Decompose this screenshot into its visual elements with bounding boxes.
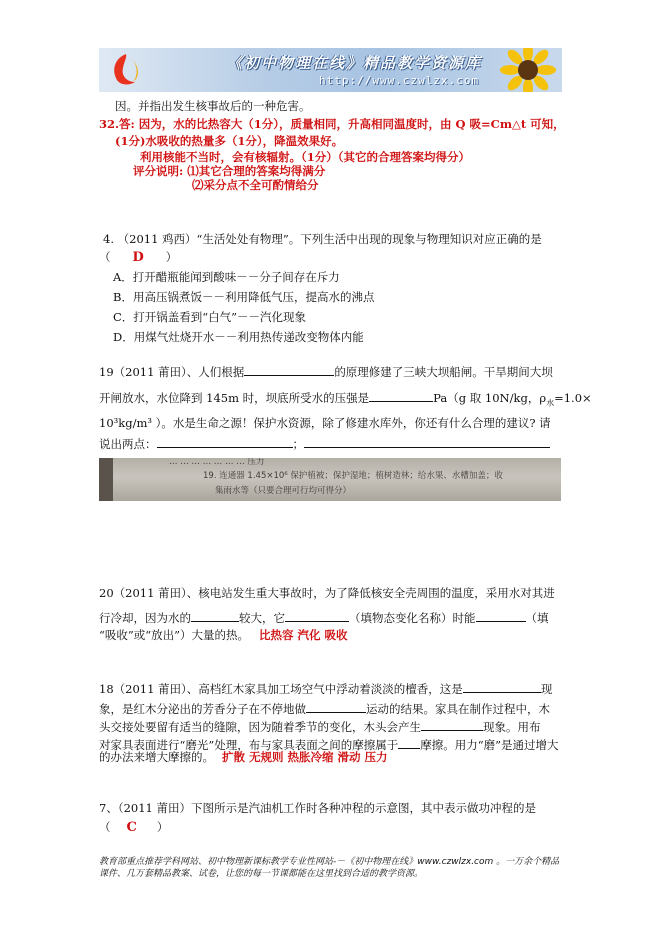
answer-blank: [191, 609, 239, 622]
logo-icon: [109, 52, 143, 88]
q18-line5: [99, 750, 388, 764]
q20-line2: [99, 609, 549, 625]
photo-line2: 集雨水等（只要合理可行均可得分）: [215, 486, 352, 496]
q19-text: 说出两点：: [99, 437, 157, 451]
q4-paren-open: （: [99, 250, 111, 264]
q4-option-b: B．用高压锅煮饭－－利用降低气压，提高水的沸点: [113, 290, 375, 304]
sunflower-icon: [498, 48, 558, 92]
q19-text: =1.0×: [554, 391, 592, 405]
answer-photo: [99, 458, 561, 501]
q18-text: 现: [540, 682, 553, 696]
q19-line3: 10³kg/m³ ）。水是生命之源！保护水资源，除了修建水库外，你还有什么合理的建议? 请: [99, 416, 551, 430]
q18-text: 对家具表面进行“磨光”处理，布与家具表面之间的摩擦属于: [99, 738, 399, 752]
answer-blank: [463, 680, 541, 693]
q7-answer: C: [126, 820, 137, 835]
q19-text: 的原理修建了三峡大坝船闸。干旱期间大坝: [334, 365, 553, 379]
q20-text: （填: [525, 611, 549, 625]
q19-text: 开闸放水，水位降到 145m 时，坝底所受水的压强是: [99, 391, 370, 405]
q4-option-c: C．打开锅盖看到“白气”－－汽化现象: [113, 310, 307, 324]
q18-line2: [99, 700, 550, 716]
header-banner: [99, 48, 562, 92]
q4-stem: 4. （2011 鸡西）“生活处处有物理”。下列生活中出现的现象与物理知识对应正确的是: [103, 232, 542, 246]
q20-answers: 比热容 汽化 吸收: [259, 628, 348, 642]
q4-answer: D: [132, 250, 144, 265]
q4-paren-close: ）: [165, 250, 178, 264]
q18-line1: [99, 680, 552, 696]
q7-paren-open: （: [99, 820, 111, 834]
q7-paren-close: ）: [156, 820, 169, 834]
q32-answer-line2: (1分)水吸收的热量多（1分），降温效果好。: [115, 134, 344, 148]
photo-line1: 19. 连通器 1.45×10⁶ 保护植被；保护湿地；植树造林；给水果、水槽加盖；收: [203, 471, 503, 481]
q20-text: 较大，它: [239, 611, 285, 625]
q18-text: 象，是红木分泌出的芳香分子在不停地做: [99, 702, 306, 716]
q32-answer-line1: 32.答: 因为，水的比热容大（1分），质量相同，升高相同温度时，由 Q 吸=Cm△t 可知，: [99, 117, 565, 131]
q18-answers: 扩散 无规则 热胀冷缩 滑动 压力: [222, 750, 388, 764]
q7-answer-row: [99, 820, 168, 835]
q32-prev-line: 因。并指出发生核事故后的一种危害。: [115, 99, 311, 113]
q18-text: 的办法来增大摩擦的。: [99, 750, 214, 764]
q32-note2: ⑵采分点不全可酌情给分: [192, 178, 319, 192]
q20-text: （填物态变化名称）时能: [349, 611, 476, 625]
answer-blank: [369, 389, 433, 402]
q4-answer-row: [99, 250, 177, 265]
q20-text: “吸收”或“放出”）大量的热。: [99, 628, 250, 642]
answer-blank: [306, 700, 366, 713]
q4-option-a: A．打开醋瓶能闻到酸味－－分子间存在斥力: [113, 270, 340, 284]
q18-text: 现象。用布: [483, 720, 541, 734]
footer-text: 教育部重点推荐学科网站、初中物理新课标教学专业性网站-－《初中物理在线》www.czwlzx.com 。一万余个精品课件、几万套精品教案、试卷，让您的每一节课都能在这里找到合适的教学资源。: [99, 857, 560, 879]
q20-line3: [99, 628, 348, 642]
q20-text: 行冷却，因为水的: [99, 611, 191, 625]
q19-text: Pa（g 取 10N/kg，ρ: [433, 391, 547, 405]
q19-line1: [99, 363, 553, 379]
q18-text: 头交接处要留有适当的缝隙，因为随着季节的变化，木头会产生: [99, 720, 421, 734]
banner-title: 《初中物理在线》精品教学资源库: [227, 54, 483, 72]
q18-text: 运动的结果。家具在制作过程中，木: [366, 702, 550, 716]
q19-text: ；: [292, 437, 304, 451]
q32-answer-line3: 利用核能不当时，会有核辐射。（1分）（其它的合理答案均得分）: [140, 150, 470, 164]
answer-blank: [421, 718, 483, 731]
answer-blank: [157, 435, 293, 448]
q18-text: 18（2011 莆田）、高档红木家具加工场空气中浮动着淡淡的檀香，这是: [99, 682, 463, 696]
photo-top-line: … … … … … … … 压力: [169, 458, 265, 467]
q4-option-d: D．用煤气灶烧开水－－利用热传递改变物体内能: [113, 330, 364, 344]
answer-blank: [304, 435, 550, 448]
q19-line4: [99, 435, 550, 451]
q18-text: 摩擦。用力“磨”是通过增大: [420, 738, 559, 752]
answer-blank: [398, 736, 420, 749]
answer-blank: [285, 609, 349, 622]
photo-shadow: [99, 458, 113, 501]
q18-line3: [99, 718, 541, 734]
answer-blank: [476, 609, 526, 622]
q7-stem: 7、（2011 莆田）下图所示是汽油机工作时各种冲程的示意图，其中表示做功冲程的是: [99, 801, 536, 815]
q19-rho-subscript: 水: [546, 398, 555, 408]
answer-blank: [244, 363, 334, 376]
q19-text: 19（2011 莆田）、人们根据: [99, 365, 245, 379]
banner-url: http://www.czwlzx.com: [319, 74, 480, 87]
q20-line1: 20（2011 莆田）、核电站发生重大事故时，为了降低核安全壳周围的温度，采用水对其进: [99, 586, 555, 600]
q19-line2: [99, 389, 592, 410]
q32-note1: 评分说明: ⑴其它合理的答案均得满分: [133, 164, 326, 178]
